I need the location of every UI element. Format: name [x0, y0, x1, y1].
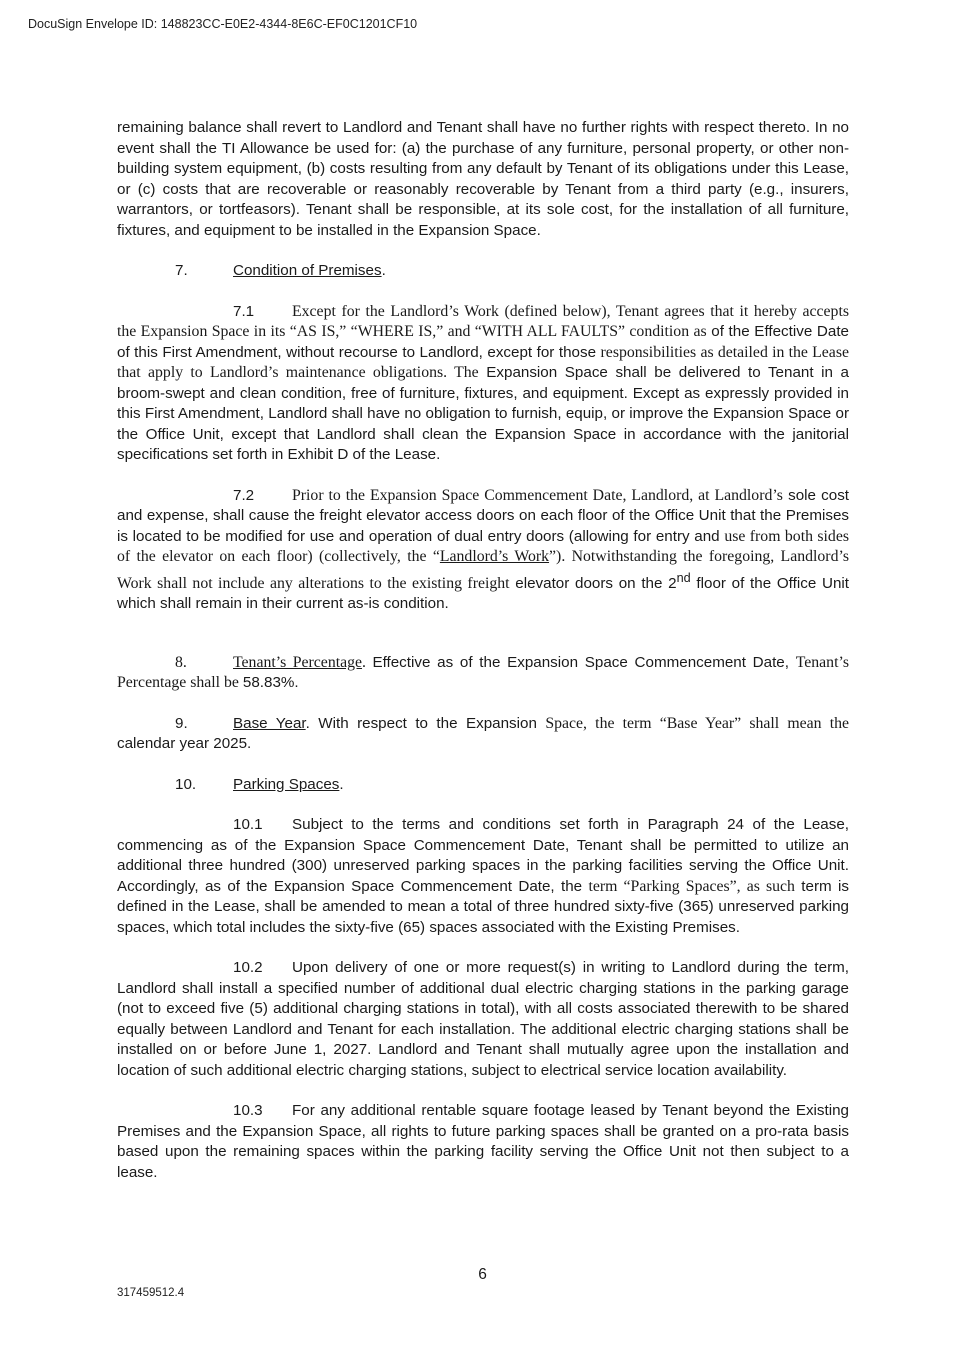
section-8-paragraph: 8. Tenant’s Percentage. Effective as of the Expansion Space Commencement Date, Tenant’s Percentage shall be 58.83%.	[117, 653, 849, 692]
subsection-number: 10.2	[233, 959, 263, 977]
section-title: Base Year	[233, 714, 306, 732]
section-7-1-paragraph: 7.1 Except for the Landlord’s Work (defined below), Tenant agrees that it hereby accepts the Expansion Space in its “AS IS,” “WHERE IS,” and “WITH ALL FAULTS” condition as of the Effective Date of this First Amendment, without recourse to Landlord, except for those responsibilities as detailed in the Lease that apply to Landlord’s maintenance obligations. The Expansion Space shall be delivered to Tenant in a broom-swept and clean condition, free of furniture, fixtures, and equipment. Except as expressly provided in this First Amendment, Landlord shall have no obligation to furnish, equip, or improve the Expansion Space or the Office Unit, except that Landlord shall clean the Expansion Space in accordance with the janitorial specifications set forth in Exhibit D of the Lease.	[117, 302, 850, 463]
section-7-heading: 7. Condition of Premises.	[117, 261, 849, 282]
docusign-envelope-id: DocuSign Envelope ID: 148823CC-E0E2-4344-8E6C-EF0C1201CF10	[28, 17, 418, 31]
subsection-number: 7.1	[233, 302, 255, 320]
subsection-number: 7.2	[233, 486, 255, 504]
document-id: 317459512.4	[117, 1287, 185, 1299]
paragraph-ti-allowance: remaining balance shall revert to Landlord and Tenant shall have no further rights with respect thereto. In no event shall the TI Allowance be used for: (a) the purchase of any furniture, personal property, or other non-building system equipment, (b) costs resulting from any default by Tenant of its obligations under this Lease, or (c) costs that are recoverable or reasonably recoverable by Tenant from a third party (e.g., insurers, warrantors, or tortfeasors). Tenant shall be responsible, at its sole cost, for the installation of all furniture, fixtures, and equipment to be installed in the Expansion Space.	[117, 119, 849, 239]
document-body	[117, 118, 849, 1183]
section-title: Condition of Premises	[233, 262, 382, 279]
section-number: 9.	[175, 714, 188, 732]
section-10-2-paragraph: 10.2 Upon delivery of one or more request(s) in writing to Landlord during the term, Landlord shall install a specified number of additional dual electric charging stations in the parking garage (not to exceed five (5) additional charging stations in total), with all costs associated therewith to be shared equally between Landlord and Tenant for each installation. The additional electric charging stations shall be installed on or before June 1, 2027. Landlord and Tenant shall mutually agree upon the installation and location of such additional electric charging stations, subject to electrical service location availability.	[117, 959, 849, 1079]
section-title: Tenant’s Percentage	[233, 653, 363, 671]
section-title: Parking Spaces	[233, 775, 340, 793]
section-number: 7.	[175, 262, 188, 279]
section-number: 10.	[175, 775, 197, 793]
section-10-3-paragraph: 10.3 For any additional rentable square footage leased by Tenant beyond the Existing Premises and the Expansion Space, all rights to future parking spaces shall be granted on a pro-rata basis based upon the remaining spaces within the parking facility serving the Office Unit not then subject to a lease.	[117, 1102, 849, 1181]
section-number: 8.	[175, 653, 187, 671]
section-10-heading: 10. Parking Spaces.	[117, 775, 849, 796]
section-9-paragraph: 9. Base Year. With respect to the Expansion Space, the term “Base Year” shall mean the calendar year 2025.	[117, 714, 849, 753]
subsection-number: 10.1	[233, 816, 263, 834]
defined-term-landlords-work: Landlord’s Work	[439, 548, 550, 565]
page-number: 6	[478, 1266, 487, 1283]
subsection-number: 10.3	[233, 1102, 263, 1120]
section-10-1-paragraph: 10.1 Subject to the terms and conditions set forth in Paragraph 24 of the Lease, commencing as of the Expansion Space Commencement Date, Tenant shall be permitted to utilize an additional three hundred (300) unreserved parking spaces in the parking facilities serving the Office Unit. Accordingly, as of the Expansion Space Commencement Date, the term “Parking Spaces”, as such term is defined in the Lease, shall be amended to mean a total of three hundred sixty-five (365) unreserved parking spaces, which total includes the sixty-five (65) spaces associated with the Existing Premises.	[117, 816, 849, 936]
section-7-2-paragraph: 7.2 Prior to the Expansion Space Commencement Date, Landlord, at Landlord’s sole cost and expense, shall cause the freight elevator access doors on each floor of the Office Unit that the Premises is located to be modified for use and operation of dual entry doors (allowing for entry and use from both sides of the elevator on each floor) (collectively, the “Landlord’s Work”). Notwithstanding the foregoing, Landlord’s Work shall not include any alterations to the existing freight elevator doors on the 2nd floor of the Office Unit which shall remain in their current as-is condition.	[117, 486, 850, 613]
